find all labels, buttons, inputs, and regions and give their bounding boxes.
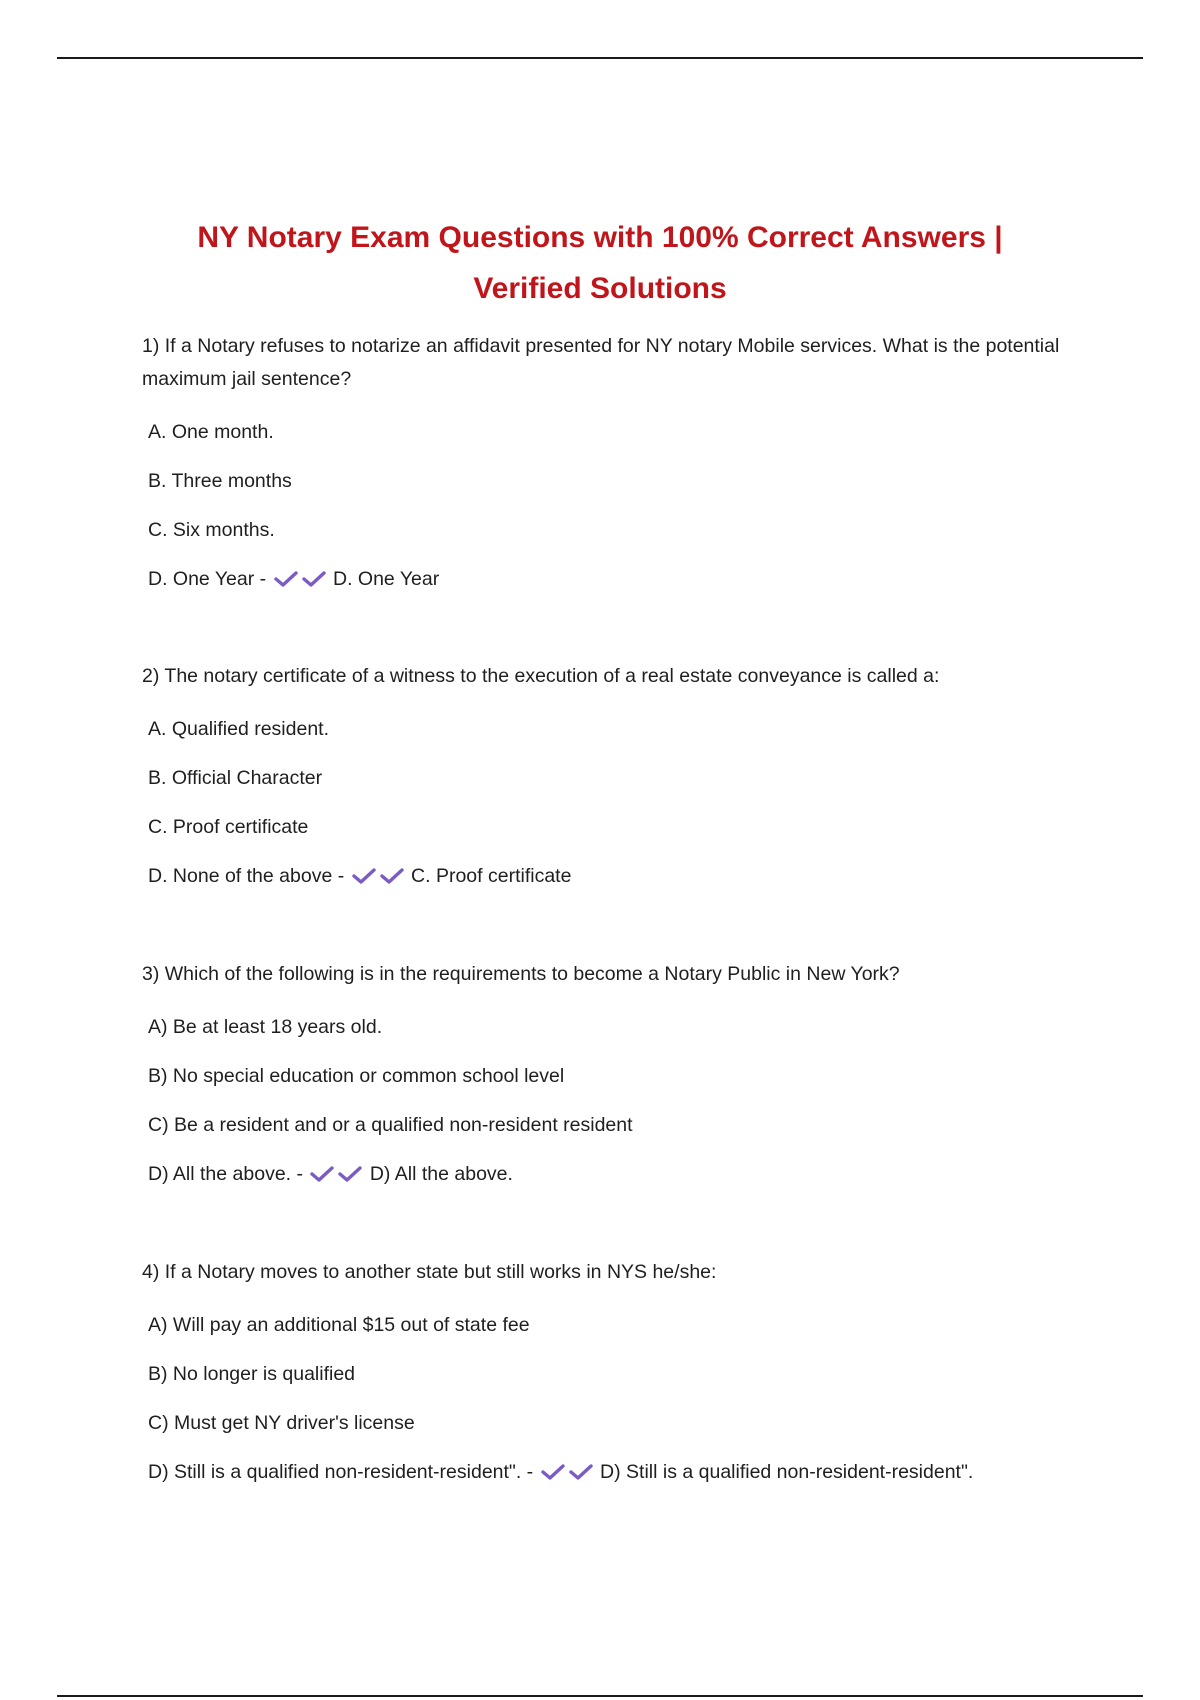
option-c: C. Six months. — [148, 519, 275, 541]
question-4 — [142, 1256, 1062, 1485]
checkmark-icon — [351, 867, 377, 885]
option-a: A) Will pay an additional $15 out of state fee — [148, 1314, 530, 1336]
option-list — [142, 420, 1062, 592]
option-c: C) Must get NY driver's license — [148, 1412, 415, 1434]
correct-answer: D) All the above. — [369, 1163, 513, 1185]
question-text: 2) The notary certificate of a witness to the execution of a real estate conveyance is called a: — [142, 665, 940, 687]
bottom-rule — [57, 1695, 1143, 1697]
correct-answer: C. Proof certificate — [411, 865, 572, 887]
option-d-with-answer — [148, 1460, 1068, 1485]
option-d: D) All the above. - — [148, 1163, 303, 1185]
question-2 — [142, 660, 1062, 889]
page-title — [100, 212, 1100, 314]
option-list — [142, 717, 1062, 889]
option-b: B) No special education or common school level — [148, 1065, 565, 1087]
question-3 — [142, 958, 1062, 1187]
top-rule — [57, 57, 1143, 59]
checkmark-icon — [568, 1463, 594, 1481]
option-c: C. Proof certificate — [148, 816, 309, 838]
option-b: B) No longer is qualified — [148, 1363, 356, 1385]
correct-answer: D) Still is a qualified non-resident-resident". — [600, 1461, 974, 1483]
option-list — [142, 1313, 1062, 1485]
option-d-with-answer — [148, 864, 1068, 889]
option-d-with-answer — [148, 567, 1068, 592]
option-a: A) Be at least 18 years old. — [148, 1016, 383, 1038]
option-b: B. Official Character — [148, 767, 323, 789]
question-text: 1) If a Notary refuses to notarize an affidavit presented for NY notary Mobile services. What is the potential maximum jail sentence? — [142, 335, 1060, 390]
correct-answer: D. One Year — [333, 568, 440, 590]
checkmark-icon — [337, 1165, 363, 1183]
question-1 — [142, 330, 1062, 592]
option-d-with-answer — [148, 1162, 1068, 1187]
option-a: A. Qualified resident. — [148, 718, 330, 740]
option-a: A. One month. — [148, 421, 274, 443]
checkmark-icon — [379, 867, 405, 885]
checkmark-icon — [273, 570, 299, 588]
checkmark-icon — [309, 1165, 335, 1183]
checkmark-icon — [301, 570, 327, 588]
option-c: C) Be a resident and or a qualified non-resident resident — [148, 1114, 633, 1136]
option-list — [142, 1015, 1062, 1187]
question-text: 3) Which of the following is in the requirements to become a Notary Public in New York? — [142, 963, 900, 985]
title-line-2: Verified Solutions — [473, 272, 727, 305]
option-d: D. One Year - — [148, 568, 267, 590]
question-text: 4) If a Notary moves to another state but still works in NYS he/she: — [142, 1261, 717, 1283]
option-d: D) Still is a qualified non-resident-resident". - — [148, 1461, 534, 1483]
title-line-1: NY Notary Exam Questions with 100% Correct Answers | — [197, 221, 1003, 254]
option-d: D. None of the above - — [148, 865, 345, 887]
option-b: B. Three months — [148, 470, 292, 492]
checkmark-icon — [540, 1463, 566, 1481]
